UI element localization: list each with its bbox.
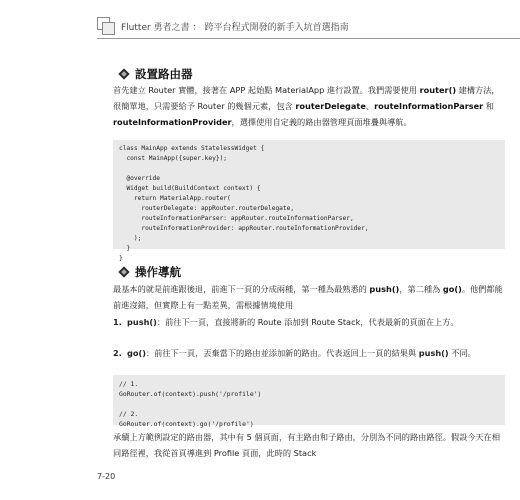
section-heading-navigation: [119, 264, 181, 280]
code-term-router-delegate: routerDelegate: [295, 101, 366, 111]
section-heading-text: 操作導航: [135, 265, 181, 279]
section-heading-router-setup: [119, 66, 193, 82]
code-term-push: push(): [369, 284, 400, 294]
text-run: ：前往下一頁，丟棄當下的路由並添加新的路由。代表返回上一頁的結果與: [145, 348, 419, 358]
router-example-paragraph: 承續上方範例設定的路由器，其中有 5 個頁面，有主路由和子路由，分別為不同的路由路徑。假設今天在相同路徑裡，我從首頁導進到 Profile 頁面，此時的 Stack: [113, 432, 501, 458]
code-term-go: go(): [127, 348, 146, 358]
code-term-go: go(): [442, 284, 462, 294]
code-block-main-app: class MainApp extends StatelessWidget { const MainApp({super.key}); @override Widget build(BuildContext context) { return MaterialApp.router( routerDelegate: appRouter.routerDelegate, routeInformationParser: appRouter.routeInformationParser, routeInformationProvider: appRouter.routeInformationProvider, ); } }: [113, 140, 505, 249]
page-number: 7-20: [97, 472, 116, 481]
code-term-push: push(): [418, 348, 449, 358]
list-number: 2.: [113, 348, 122, 358]
text-run: 最基本的就是前進跟後退，前進下一頁的分成兩種，第一種為最熟悉的: [113, 284, 370, 294]
diamond-bullet-icon: [119, 69, 129, 79]
code-term-push: push(): [127, 317, 157, 327]
list-text: [127, 315, 502, 329]
router-setup-paragraph: [113, 82, 503, 130]
text-run: 。他們都能前進沒錯，但實際上有一點差異，需根據情境使用: [113, 284, 503, 310]
list-text: [127, 346, 502, 360]
text-run: 不同。: [448, 348, 476, 358]
text-run: ：前往下一頁，直接將新的 Route 添加到 Route Stack，代表最新的頁面在上方。: [156, 317, 459, 327]
navigation-intro-paragraph: [113, 281, 503, 313]
list-item: [113, 315, 505, 345]
code-term-router: router(): [419, 85, 457, 95]
diamond-bullet-icon: [119, 267, 129, 277]
running-header: [97, 16, 517, 36]
text-run: 、: [365, 101, 375, 111]
list-item: [113, 346, 505, 376]
code-block-navigation: // 1. GoRouter.of(context).push('/profile') // 2. GoRouter.of(context).go('/profile'): [113, 375, 505, 425]
header-rule: [97, 38, 520, 39]
book-title: Flutter 勇者之書: [121, 22, 190, 33]
book-header-icon: [97, 17, 115, 35]
text-run: 建構方法，很簡單地，只需要給予 Router 的幾個元素，包含: [113, 85, 500, 111]
text-run: 和: [483, 101, 494, 111]
list-number: 1.: [113, 317, 122, 327]
book-subtitle: 跨平台程式開發的新手入坑首選指南: [204, 22, 349, 33]
text-run: 首先建立 Router 實體，接著在 APP 起始點 MaterialApp 進行設置。我們需要使用: [113, 85, 420, 95]
text-run: ，選擇使用自定義的路由器管理頁面堆疊與導航。: [231, 117, 412, 127]
header-separator: ：: [192, 22, 202, 33]
code-term-route-information-provider: routeInformationProvider: [113, 117, 232, 127]
section-heading-text: 設置路由器: [135, 67, 193, 81]
text-run: ，第二種為: [399, 284, 443, 294]
code-term-route-information-parser: routeInformationParser: [374, 101, 484, 111]
